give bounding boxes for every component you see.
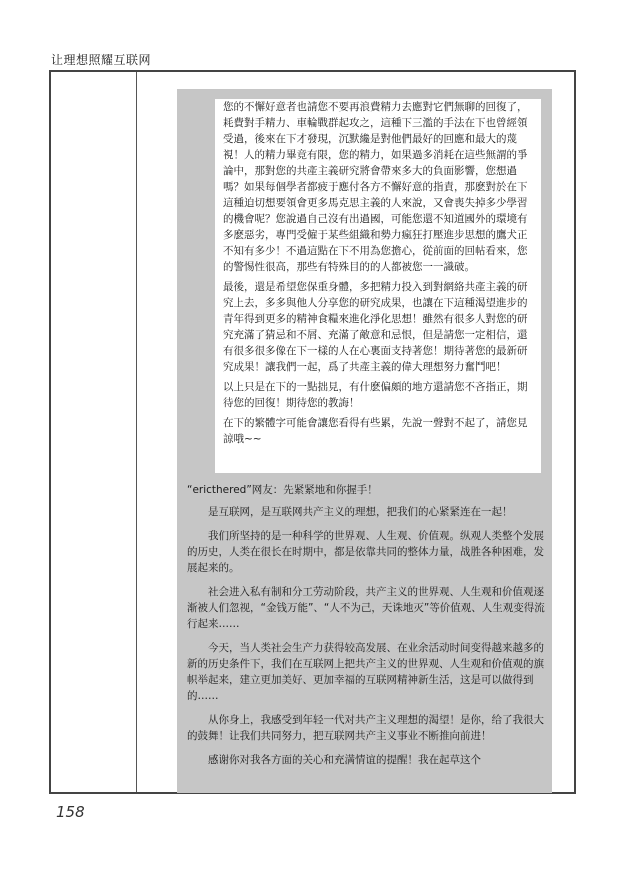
quote-paragraph: 您的不懈好意者也請您不要再浪費精力去應對它們無聊的回復了，耗費對手精力、車輪戰群起攻之，這種下三濫的手法在下也曾經領受過，後來在下才發現，沉默纔是對他們最好的回應和最大的蔑視！人的精力畢竟有限，您的精力，如果過多消耗在這些無謂的爭論中，那對您的共產主義研究將會帶來多大的負面影響，您想過嗎？如果每個學者都疲于應付各方不懈好意的指責，那麽對於在下這種迫切想要領會更多馬克思主義的人來說，又會喪失掉多少學習的機會呢？您說過自己沒有出過國，可能您還不知道國外的環境有多麽惡劣，專門受僱于某些組織和勢力瘋狂打壓進步思想的鷹犬正不知有多少！不過這點在下不用為您擔心，從前面的回帖看來，您的警惕性很高，那些有特殊目的的人都被您一一識破。: [223, 101, 528, 273]
page-number: 158: [56, 803, 85, 821]
running-head: 让理想照耀互联网: [51, 53, 152, 67]
reply-message: [187, 482, 545, 776]
quote-paragraph: 最後，還是希望您保重身體，多把精力投入到對網絡共產主義的研究上去，多多與他人分享您的研究成果，也讓在下這種渴望進步的青年得到更多的精神食糧來進化淨化思想！雖然有很多人對您的研究充滿了猜忌和不屑、充滿了敵意和忌恨，但是請您一定相信，還有很多很多像在下一樣的人在心裏面支持著您！期待著您的最新研究成果！讓我們一起，爲了共產主義的偉大理想努力奮鬥吧！: [223, 281, 528, 373]
reply-header: “ericthered”网友：先紧紧地和你握手！: [187, 484, 378, 496]
quote-paragraph: 以上只是在下的一點拙見，有什麽偏頗的地方還請您不吝指正，期待您的回復！期待您的教誨！: [223, 381, 528, 409]
reply-paragraph: 今天，当人类社会生产力获得较高发展、在业余活动时间变得越来越多的新的历史条件下，我们在互联网上把共产主义的世界观、人生观和价值观的旗帜举起来，建立更加美好、更加幸福的互联网精神新生活，这是可以做得到的……: [187, 642, 544, 702]
quoted-message: [215, 99, 541, 473]
reply-paragraph: 社会进入私有制和分工劳动阶段，共产主义的世界观、人生观和价值观逐渐被人们忽视，“金钱万能”、“人不为己，天诛地灭”等价值观、人生观变得流行起来……: [187, 586, 545, 630]
page-frame: [49, 70, 576, 794]
forum-post-box: [177, 89, 552, 793]
reply-paragraph: 感谢你对我各方面的关心和充满情谊的提醒！我在起草这个: [208, 754, 481, 766]
quote-paragraph: 在下的繁體字可能會讓您看得有些累，先說一聲對不起了，請您見諒哦~~: [223, 417, 528, 445]
reply-paragraph: 从你身上，我感受到年轻一代对共产主义理想的渴望！是你，给了我很大的鼓舞！让我们共同努力，把互联网共产主义事业不断推向前进！: [187, 714, 544, 742]
reply-paragraph: 我们所坚持的是一种科学的世界观、人生观、价值观。纵观人类整个发展的历史，人类在很长在时期中，都是依靠共同的整体力量，战胜各种困难，发展起来的。: [187, 530, 544, 574]
left-margin-column: [51, 72, 137, 792]
reply-paragraph: 是互联网，是互联网共产主义的理想，把我们的心紧紧连在一起！: [208, 506, 513, 518]
